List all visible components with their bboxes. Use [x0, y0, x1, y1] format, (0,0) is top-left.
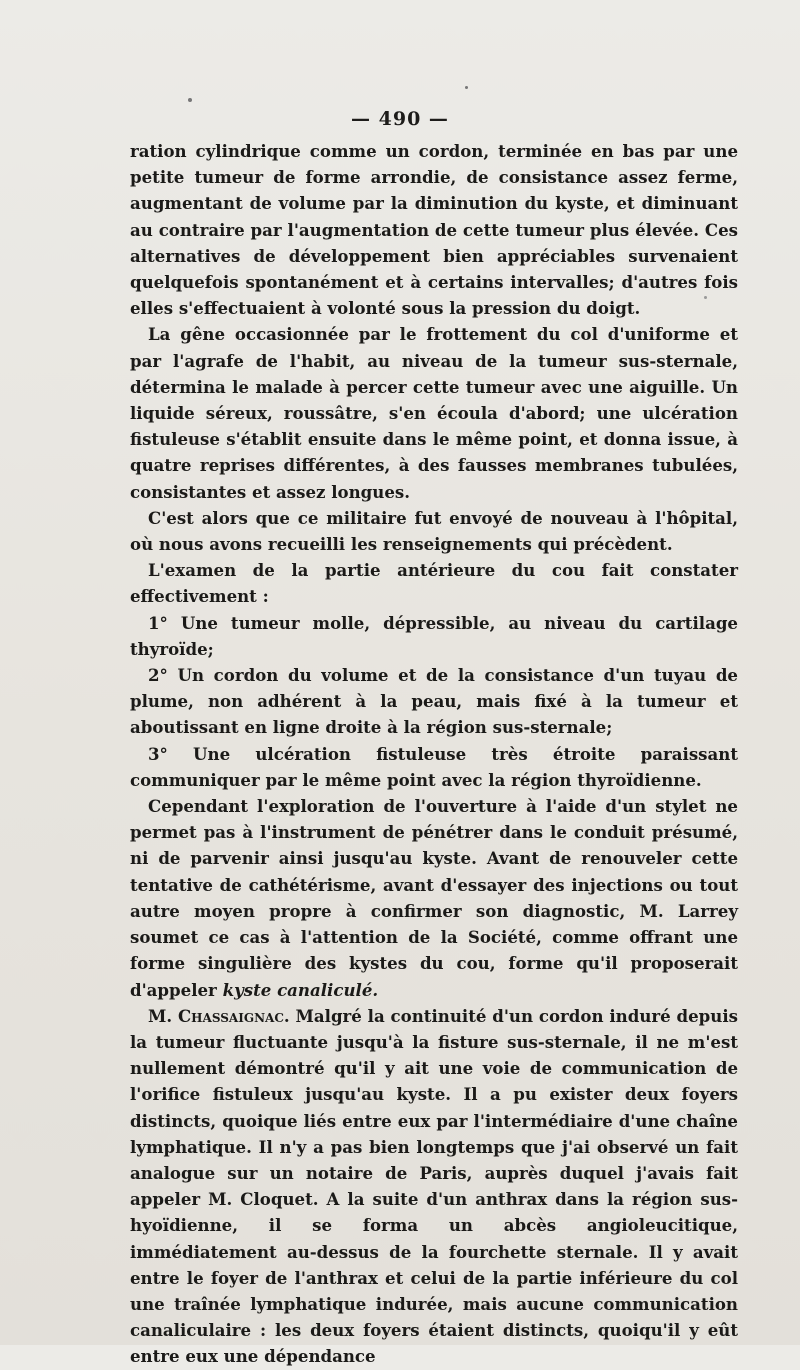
list-item: 1° Une tumeur molle, dépressible, au niveau du cartilage thyroïde;	[130, 612, 738, 659]
paragraph	[130, 1003, 738, 1370]
speaker-name: M. Chassaignac.	[148, 1005, 290, 1026]
page-number: — 490 —	[351, 108, 449, 130]
list-item: 2° Un cordon du volume et de la consistance d'un tuyau de plume, non adhérent à la peau, mais fixé à la tumeur et aboutissant en ligne droite à la région sus-sternale;	[130, 665, 738, 738]
list-item: 3° Une ulcération fistuleuse très étroite paraissant communiquer par le même point avec la région thyroïdienne.	[130, 743, 738, 790]
paragraph-text: Cependant l'exploration de l'ouverture à l'aide d'un stylet ne permet pas à l'instrument de pénétrer dans le conduit présumé, ni de parvenir ainsi jusqu'au kyste. Avant de renouveler cette tentative de cathétérisme, avant d'essayer des injections ou tout autre moyen propre à confirmer son diagnostic, M. Larrey soumet ce cas à l'attention de la Société, comme offrant une forme singulière des kystes du cou, forme qu'il proposerait d'appeler	[130, 796, 738, 1000]
scan-speck	[465, 86, 468, 89]
italic-term: kyste canaliculé.	[222, 979, 379, 1000]
paragraph	[130, 793, 738, 1003]
paragraph: La gêne occasionnée par le frottement du col d'uniforme et par l'agrafe de l'habit, au niveau de la tumeur sus-sternale, détermina le malade à percer cette tumeur avec une aiguille. Un liquide séreux, roussâtre, s'en écoula d'abord; une ulcération fistuleuse s'établit ensuite dans le même point, et donna issue, à quatre reprises différentes, à des fausses membranes tubulées, consistantes et assez longues.	[130, 324, 738, 502]
paragraph: L'examen de la partie antérieure du cou fait constater effectivement :	[130, 560, 738, 607]
article-body	[130, 138, 738, 1370]
paragraph: ration cylindrique comme un cordon, terminée en bas par une petite tumeur de forme arrondie, de consistance assez ferme, augmentant de volume par la diminution du kyste, et diminuant au contraire par l'augmentation de cette tumeur plus élevée. Ces alternatives de développement bien appréciables survenaient quelquefois spontanément et à certains intervalles; d'autres fois elles s'effectuaient à volonté sous la pression du doigt.	[130, 141, 738, 319]
paragraph: C'est alors que ce militaire fut envoyé de nouveau à l'hôpital, où nous avons recueilli les renseignements qui précèdent.	[130, 507, 738, 555]
scan-speck	[188, 98, 192, 102]
paragraph-text: Malgré la continuité d'un cordon induré depuis la tumeur fluctuante jusqu'à la fisture sus-sternale, il ne m'est nullement démontré qu'il y ait une voie de communication de l'orifice fistuleux jusqu'au kyste. Il a pu exister deux foyers distincts, quoique liés entre eux par l'intermédiaire d'une chaîne lymphatique. Il n'y a pas bien longtemps que j'ai observé un fait analogue sur un notaire de Paris, auprès duquel j'avais fait appeler M. Cloquet. A la suite d'un anthrax dans la région sus-hyoïdienne, il se forma un abcès angioleucitique, immédiatement au-dessus de la fourchette sternale. Il y avait entre le foyer de l'anthrax et celui de la partie inférieure du col une traînée lymphatique indurée, mais aucune communication canaliculaire : les deux foyers étaient distincts, quoiqu'il y eût entre eux une dépendance	[130, 1005, 738, 1367]
